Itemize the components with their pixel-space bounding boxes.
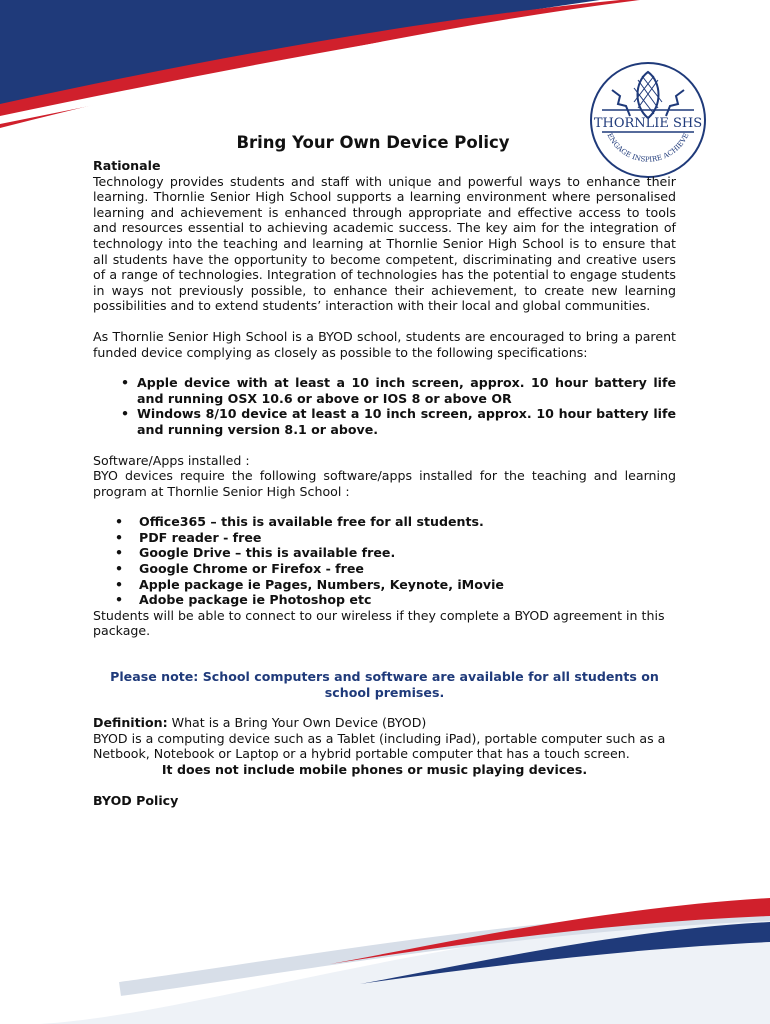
software-item: • PDF reader - free — [115, 529, 262, 545]
page-title: Bring Your Own Device Policy — [236, 133, 510, 152]
software-item: • Office365 – this is available free for all students. — [115, 514, 484, 530]
logo-name: THORNLIE SHS — [593, 116, 703, 131]
policy-document — [93, 132, 676, 808]
school-computers-note: Please note: School computers and software are available for all students on school premises. — [110, 669, 659, 700]
software-item: • Google Drive – this is available free. — [115, 545, 396, 561]
software-heading: Software/Apps installed : — [93, 452, 250, 468]
wireless-note: Students will be able to connect to our wireless if they complete a BYOD agreement in this package. — [93, 607, 665, 639]
software-list — [93, 514, 676, 608]
definition-question: What is a Bring Your Own Device (BYOD) — [167, 715, 427, 731]
software-intro: BYO devices require the following software/apps installed for the teaching and learning program at Thornlie Senior High School : — [93, 468, 676, 499]
rationale-body: Technology provides students and staff with unique and powerful ways to enhance their learning. Thornlie Senior High School supports a learning environment where personalised learning and achievement is enhanced through appropriate and effective access to tools and resources essential to achieving academic success. The key aim for the integration of technology into the teaching and learning at Thornlie Senior High School is to ensure that all students have the opportunity to become competent, discriminating and creative users of a range of technologies. Integration of technologies has the potential to engage students in ways not previously possible, to enhance their achievement, to create new learning possibilities and to extend students’ interaction with their local and global communities. — [93, 173, 676, 314]
software-item: • Google Chrome or Firefox - free — [115, 561, 364, 577]
byod-intro: As Thornlie Senior High School is a BYOD school, students are encouraged to bring a parent funded device complying as closely as possible to the following specifications: — [93, 328, 676, 360]
definition-label: Definition: — [93, 715, 168, 731]
byod-policy-heading: BYOD Policy — [93, 792, 179, 808]
definition-body: BYOD is a computing device such as a Tablet (including iPad), portable computer such as a Netbook, Notebook or Laptop or a hybrid portable computer that has a touch screen. — [93, 730, 666, 762]
definition-exclusion: It does not include mobile phones or music playing devices. — [161, 762, 588, 777]
spec-item-apple: • Apple device with at least a 10 inch screen, approx. 10 hour battery life and running OSX 10.6 or above or IOS 8 or above OR — [121, 375, 676, 406]
software-item: • Apple package ie Pages, Numbers, Keynote, iMovie — [115, 576, 504, 592]
spec-item-windows: • Windows 8/10 device at least a 10 inch screen, approx. 10 hour battery life and running version 8.1 or above. — [121, 406, 676, 437]
bottom-swoosh-decoration — [0, 894, 770, 1024]
software-item: • Adobe package ie Photoshop etc — [115, 592, 372, 608]
logo-motto: ENGAGE INSPIRE ACHIEVE — [605, 131, 691, 164]
rationale-heading: Rationale — [93, 158, 161, 173]
device-spec-list — [93, 375, 676, 437]
definition-line — [93, 715, 676, 731]
